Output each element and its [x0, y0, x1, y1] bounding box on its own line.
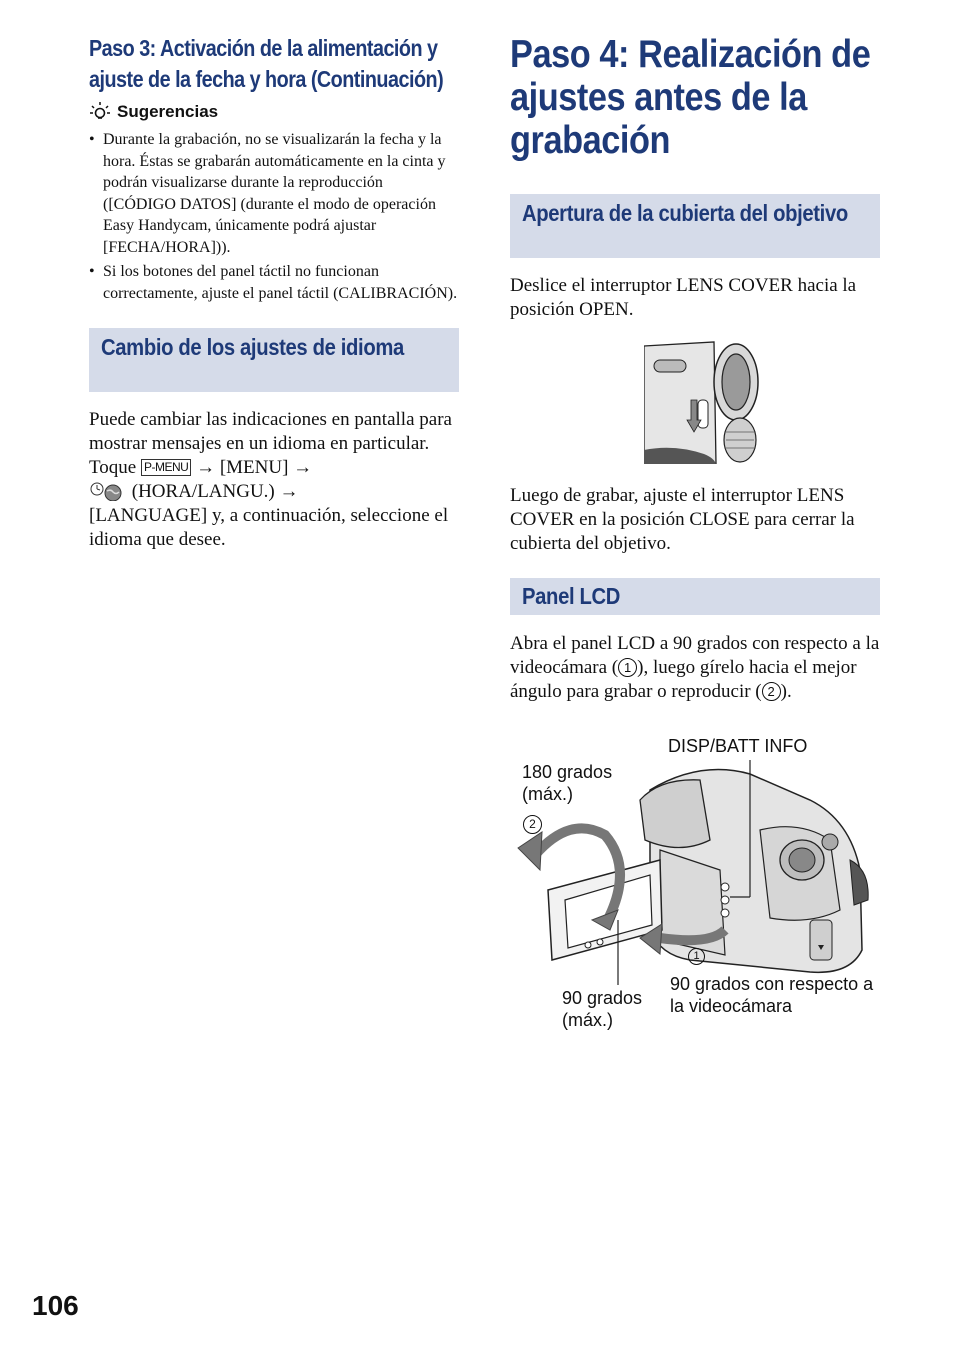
lcd-section-bar	[510, 578, 880, 615]
clock-globe-icon	[89, 481, 127, 501]
language-paragraph	[89, 408, 459, 552]
arrow-icon: →	[196, 457, 216, 478]
pmenu-button-icon: P-MENU	[141, 459, 191, 476]
circled-number-2: 2	[762, 682, 781, 701]
lcd-text-part: ), luego gírelo hacia el mejor ángulo para grabar o reproducir (	[510, 657, 857, 702]
step-suffix: [LANGUAGE] y, a continuación, seleccione el idioma que desee.	[89, 505, 449, 550]
main-heading: Paso 4: Realización de ajustes antes de la grabación	[510, 33, 871, 162]
circled-number-1: 1	[618, 658, 637, 677]
lens-after-text: Luego de grabar, ajuste el interruptor LENS COVER en la posición CLOSE para cerrar la cubierta del objetivo.	[510, 485, 855, 554]
tips-header	[89, 101, 459, 123]
lcd-text-part: Abra el panel LCD a 90 grados con respecto a la videocámara (	[510, 633, 880, 678]
right-column	[510, 33, 880, 704]
tips-list	[89, 129, 459, 304]
lcd-section-title: Panel LCD	[522, 583, 621, 609]
page-number: 106	[32, 1290, 79, 1321]
tip-item: • Durante la grabación, no se visualizarán la fecha y la hora. Éstas se grabarán automáticamente en la cinta y podrán visualizarse durante la reproducción ([CÓDIGO DATOS] (durante el modo de operación Easy Handycam, únicamente podrá ajustar [FECHA/HORA])).	[89, 129, 459, 258]
lens-cover-figure	[644, 340, 760, 464]
tips-title: Sugerencias	[117, 102, 219, 121]
language-intro: Puede cambiar las indicaciones en pantalla para mostrar mensajes en un idioma en particular.	[89, 409, 452, 454]
marker-1: 1	[688, 948, 705, 965]
language-section-bar	[89, 328, 459, 392]
menu-label: [MENU]	[219, 457, 289, 478]
lightbulb-icon	[89, 101, 111, 123]
lcd-text-part: ).	[780, 681, 792, 702]
disp-batt-label: DISP/BATT INFO	[668, 736, 808, 756]
step-prefix: Toque	[89, 457, 137, 478]
label-90-grados-max: 90 grados (máx.)	[562, 988, 643, 1030]
arrow-icon: →	[293, 457, 313, 478]
lens-instruction: Deslice el interruptor LENS COVER hacia la posición OPEN.	[510, 275, 857, 320]
continuation-heading: Paso 3: Activación de la alimentación y ajuste de la fecha y hora (Continuación)	[89, 35, 444, 92]
label-90-grados-camara: 90 grados con respecto a la videocámara	[670, 974, 874, 1016]
lcd-instruction	[510, 632, 880, 704]
language-section-title: Cambio de los ajustes de idioma	[101, 334, 404, 360]
hora-langu-label: (HORA/LANGU.)	[131, 481, 275, 502]
left-column	[89, 33, 459, 552]
lens-cover-illustration	[644, 340, 760, 464]
lens-section-bar	[510, 194, 880, 258]
marker-2: 2	[523, 815, 542, 834]
lens-section-title: Apertura de la cubierta del objetivo	[522, 200, 848, 226]
label-180-grados: 180 grados (máx.)	[522, 762, 613, 804]
arrow-icon: →	[279, 481, 299, 502]
tip-item: • Si los botones del panel táctil no funcionan correctamente, ajuste el panel táctil (CALIBRACIÓN).	[89, 261, 459, 304]
